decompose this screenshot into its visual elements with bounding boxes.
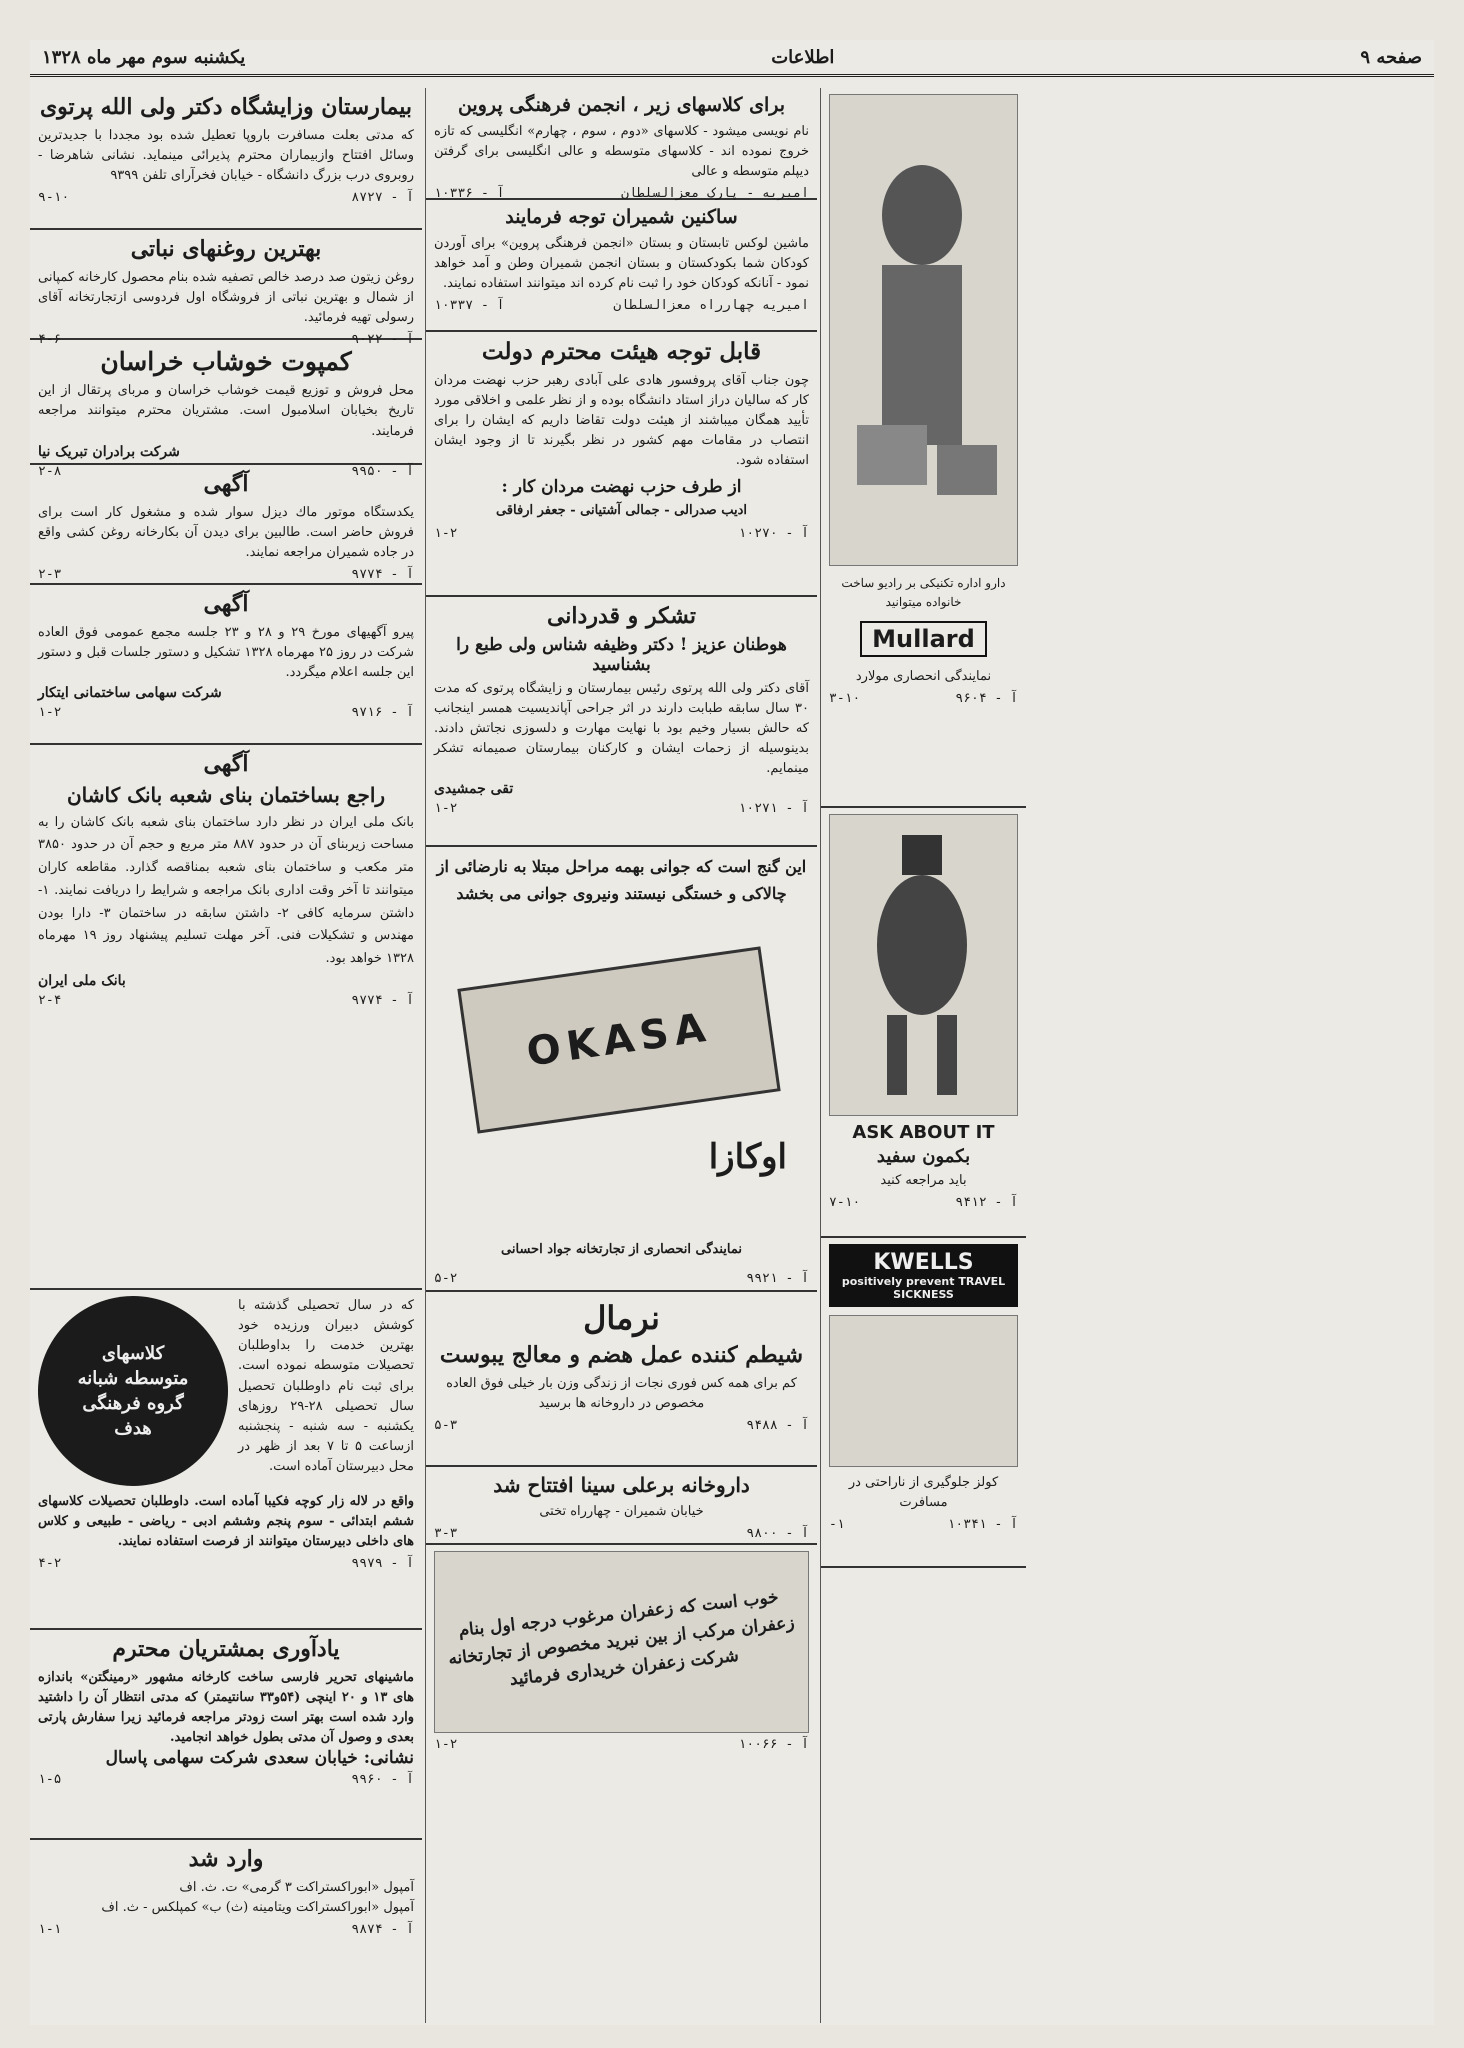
ad-run: ۱- [829,1517,845,1533]
arrived-ad [30,1840,422,1960]
ask-about-ad [821,808,1026,1238]
ad-body-tail: واقع در لاله زار کوچه فکیبا آماده است. داوطلبان تحصیلات کلاسهای ششم ابتدائی - سوم پنجم وششم ادبی - ریاضی - طبیعی و کلاس های داخلی دبیرستان میتوانند از فرصت استفاده نمایند. [38,1494,414,1550]
ad-code: آ - ۹۷۷۴ [351,566,414,582]
ad-run: ۲-۳ [38,566,62,582]
ad-code: آ - ۱۰۳۴۱ [947,1517,1018,1533]
ad-run: ۳-۳ [434,1526,458,1542]
ad-body: یکدستگاه موتور ماك دیزل سوار شده و مشغول کار است برای فروش حاضر است. طالبین برای دیدن آن بکارخانه روغن کشی واقع در جاده شمیران مراجعه نمایند. [38,504,414,560]
thanks-ad [426,597,817,847]
night-classes-ad [30,1290,422,1630]
circle-line: متوسطه شبانه [77,1367,189,1389]
newspaper-name: اطلاعات [771,46,835,68]
ad-code: آ - ۹۰۲۲ [351,331,414,347]
hospital-ad [30,88,422,230]
ad-title: بیمارستان وزایشگاه دکتر ولی الله پرتوی [39,94,413,120]
pharmacy-ad [426,1467,817,1545]
kashan-bank-ad [30,745,422,1290]
ad-title: تشکر و قدردانی [546,603,697,629]
ad-signature: شرکت برادران تبریک نیا [38,443,180,460]
ad-code: آ - ۹۸۰۰ [746,1526,809,1542]
ad-title: کمپوت خوشاب خراسان [100,347,352,376]
ad-title: بهترین روغنهای نباتی [130,236,322,262]
ad-run: ۲-۴ [38,992,62,1008]
saffron-ad [426,1545,817,1775]
left-column [30,88,422,2023]
ad-body: ماشینهای تحریر فارسی ساخت کارخانه مشهور «رمینگتن» باندازه های ۱۳ و ۲۰ اینچی (۵۴و۳۳ سانتیمتر) که مدتی انتظار آن را داشتید وارد شده است بهتر است زودتر مراجعه فرمائید زیرا سفارش پارتی بعدی و وصول آن مدتی بطول خواهد انجامید. [38,1669,414,1745]
ad-body: بانک ملی ایران در نظر دارد ساختمان بنای شعبه بانک کاشان را به مساحت زیربنای آن در حدود ۸۸۷ متر مربع و حجم آن در حدود ۳۸۵۰ متر مکعب و ساختمان بنای شعبه بمناقصه گذارد. مقاطعه کاران میتوانند تا آخر وقت اداری بانک مراجعه و شرایط را دریافت نمایند. ۱- داشتن سرمایه کافی ۲- داشتن سابقه در ساختمان ۳- دارا بودن مهندس و تشکیلات فنی. آخر مهلت تسلیم پیشنهاد روز ۱۹ مهرماه ۱۳۲۸ خواهد بود. [38,814,414,966]
ad-code: آ - ۹۶۰۴ [955,691,1018,707]
ask-about-slogan: ASK ABOUT IT [852,1122,995,1143]
okasa-ad [426,847,817,1292]
image-ads-column [820,88,1026,2023]
okasa-box [457,946,780,1133]
ad-title: یادآوری بمشتریان محترم [112,1636,340,1662]
ad-line: آمپول «ابوراکستراکت ویتامینه (ث) ب» کمپلکس - ث. اف [101,1899,414,1915]
ad-body: ماشین لوکس تابستان و بستان «انجمن فرهنگی پروین» برای آوردن کودکان شما بکودکستان و بستان انجمن شمیران وطن و آمد خواهد نمود - آنانکه کودکان خود را ثبت نام کرده اند میتوانند استفاده نمایند. [434,235,809,292]
mullard-text: دارو اداره تکنیکی بر رادیو ساخت خانواده میتوانید [841,576,1006,609]
shemiran-ad [426,200,817,332]
ad-signature: تقی جمشیدی [434,781,514,798]
ad-from: از طرف حزب نهضت مردان کار : [501,477,742,498]
ad-body: محل فروش و توزیع قیمت خوشاب خراسان و مربای پرتقال از این تاریخ بخیابان اسلامبول است. مشتریان محترم میتوانند مراجعه فرمایند. [38,383,414,439]
ad-body: که در سال تحصیلی گذشته با کوشش دبیران ورزیده خود بهترین خدمت را بداوطلبان تحصیلات متوسطه نموده است. برای ثبت نام داوطلبان تحصیل سال تحصیلی ۲۸-۲۹ روزهای یکشنبه - سه شنبه - پنجشنبه ازساعت ۵ تا ۷ بعد از ظهر در محل دبیرستان آماده است. [238,1298,415,1475]
kwells-text: کولز جلوگیری از ناراحتی در مسافرت [848,1475,999,1511]
ad-code: آ - ۱۰۳۳۷ [434,298,505,314]
mullard-agent: نمایندگی انحصاری مولارد [855,669,992,685]
ad-run: ۱-۱ [38,1921,62,1937]
okasa-brand: OKASA [523,1004,715,1076]
ad-title: وارد شد [188,1846,264,1872]
ad-title: آگهی [203,591,249,617]
kwells-tagline: positively prevent TRAVEL SICKNESS [841,1275,1006,1301]
circle-line: گروه فرهنگی [82,1393,184,1414]
ad-body: نام نویسی میشود - کلاسهای «دوم ، سوم ، چهارم» انگلیسی که تازه خروج نموده اند - کلاسهای متوسطه و عالی انگلیسی برای گرفتن دیپلم متوسطه و عالی [434,123,809,180]
page-number: صفحه ۹ [1360,46,1422,68]
ad-code: آ - ۹۴۸۸ [746,1417,809,1433]
ad-address: نشانی: خیابان سعدی شرکت سهامی پاسال [105,1748,414,1769]
travellers-illustration [829,94,1018,566]
government-notice-ad [426,332,817,597]
ad-title: ساکنین شمیران توجه فرمایند [505,206,738,228]
ad-code: آ - ۱۰۲۷۰ [738,525,809,541]
ad-run: ۱-۲ [38,704,62,720]
vegetable-oil-ad [30,230,422,347]
ad-title: نرمال [583,1299,660,1337]
ad-subtitle: هوطنان عزیز ! دکتر وظیفه شناس ولی طبع را بشناسید [456,634,787,675]
normal-ad [426,1292,817,1467]
ad-title: داروخانه برعلی سینا افتتاح شد [493,1473,750,1497]
ad-signature: بانک ملی ایران [38,972,126,989]
issue-date: یکشنبه سوم مهر ماه ۱۳۲۸ [42,46,246,68]
ad-code: آ - ۸۷۲۷ [351,189,414,205]
engine-notice-ad [30,465,422,585]
kwells-logo [829,1244,1018,1307]
ad-signature: شرکت سهامی ساختمانی ایتکار [38,684,222,701]
ad-run: ۵-۲ [434,1271,458,1286]
ad-run: ۹-۱۰ [38,189,70,205]
ad-code: آ - ۹۴۱۲ [955,1195,1018,1211]
ad-run: ۳-۱۰ [829,691,861,707]
ad-body: پیرو آگهیهای مورخ ۲۹ و ۲۸ و ۲۳ جلسه مجمع عمومی فوق العاده شرکت در روز ۲۵ مهرماه ۱۳۲۸ تشکیل و دستور جلسات قبل و دستور این جلسه اعلام میگردد. [38,624,415,680]
ad-code: آ - ۱۰۳۳۶ [434,186,505,202]
ad-code: آ - ۹۸۷۴ [351,1921,414,1937]
ad-run: ۲-۸ [38,463,62,479]
ad-run: ۱-۲ [434,525,458,541]
ad-code: آ - ۹۷۷۴ [351,992,414,1008]
ad-title: آگهی [203,471,249,497]
mullard-logo: Mullard [860,621,987,657]
ad-code: آ - ۹۹۶۰ [351,1772,414,1788]
ad-run: ۱-۲ [434,801,458,817]
okasa-agent: نمایندگی انحصاری از تجارتخانه جواد احسانی [501,1241,742,1257]
saffron-banner [434,1551,809,1733]
cartoon-illustration [829,814,1018,1116]
ad-heading: راجع بساختمان بنای شعبه بانک کاشان [66,782,386,807]
kwells-box-illustration [829,1315,1018,1467]
ad-code: آ - ۹۷۱۶ [351,704,414,720]
okasa-headline: این گنج است که جوانی بهمه مراحل مبتلا به نارضائی از چالاکی و خستگی نیستند ونیروی جوانی می بخشد [436,857,807,904]
ask-about-sub: باید مراجعه کنید [880,1172,967,1188]
ad-address: امیریه - پارک معزالسلطان [621,186,809,202]
ad-body: خیابان شمیران - چهارراه تختی [539,1504,704,1519]
ad-title: آگهی [203,751,249,777]
circle-line: هدف [114,1418,152,1440]
middle-column [425,88,817,2023]
okasa-persian-brand: اوکازا [708,1137,787,1177]
company-notice-ad [30,585,422,745]
masthead [30,40,1434,77]
circle-line: کلاسهای [101,1342,165,1364]
ad-body: روغن زیتون صد درصد خالص تصفیه شده بنام محصول کارخانه کمپانی از شمال و بهترین نباتی از فروشگاه اول فردوسی ازتجارتخانه آقای رسولی تهیه فرمائید. [38,269,414,325]
ad-code: آ - ۹۹۵۰ [351,463,414,479]
classes-circle-logo [38,1296,228,1486]
ad-line: آمپول «ابوراکستراکت ۳ گرمی» ت. ث. اف [179,1879,414,1895]
parvin-classes-ad [426,88,817,200]
typewriter-ad [30,1630,422,1840]
mullard-ad [821,88,1026,808]
ad-body: آقای دکتر ولی الله پرتوی رئیس بیمارستان و زایشگاه پرتوی که مدت ۳۰ سال سابقه طبابت دارند در اثر جراحی آپاندیسیت همسر اینجانب که حالش بسیار وخیم بود با نهایت مهارت و دلسوزی نجاتش دادند. بدینوسیله از زحمات ایشان و کارکنان بیمارستان صمیمانه تشکر مینمایم. [434,680,809,777]
ad-run: ۷-۱۰ [829,1195,861,1211]
ad-code: آ - ۱۰۲۷۱ [738,801,809,817]
ad-address: امیریه چهارراه معزالسلطان [613,298,809,314]
ad-run: ۴-۶ [38,331,62,347]
ad-title: قابل توجه هیئت محترم دولت [481,338,762,365]
ad-code: آ - ۹۹۲۱ [746,1271,809,1286]
ad-run: ۱-۵ [38,1772,62,1788]
ad-body: کم برای همه کس فوری نجات از زندگی وزن بار خیلی فوق العاده مخصوص در داروخانه ها برسید [446,1375,797,1411]
ad-run: ۴-۲ [38,1556,62,1572]
compote-ad [30,340,422,479]
ask-about-brand: بکمون سفید [876,1146,971,1167]
ad-body: چون جناب آقای پروفسور هادی علی آبادی رهبر حزب نهضت مردان کار که سالیان دراز استاد دانشگاه بوده و از نظر علمی و اخلاقی مورد تأیید همگان میباشند از هیئت دولت تقاضا داریم که ایشان را برای انتصاب در مقامات مهم کشور در نظر بگیرند تا از وجود ایشان استفاده شود. [434,372,809,469]
newspaper-page [30,40,1434,2025]
ad-run: ۵-۳ [434,1417,458,1433]
ad-title: برای کلاسهای زیر ، انجمن فرهنگی پروین [457,94,786,116]
ad-code: آ - ۹۹۷۹ [351,1556,414,1572]
saffron-text: خوب است که زعفران مرغوب درجه اول بنام زعفران مرکب از بین نبرید مخصوص از تجارتخانه شرکت زعفران خریداری فرمائید [447,1587,796,1691]
ad-body: که مدتی بعلت مسافرت باروپا تعطیل شده بود مجددا با جدیدترین وسائل افتتاح وازبیماران محترم پذیرائی مینماید. نشانی شاهرضا - روبروی درب بزرگ دانشگاه - خیابان فخرآرای تلفن ۹۳۹۹ [38,127,414,183]
ad-signatories: ادیب صدرالی - جمالی آشتیانی - جعفر ارفاقی [495,503,748,519]
kwells-brand: KWELLS [873,1250,974,1275]
ad-code: آ - ۱۰۰۶۶ [738,1737,809,1752]
ad-run: ۱-۲ [434,1737,458,1752]
ad-subtitle: شیطم کننده عمل هضم و معالج یبوست [439,1342,804,1368]
kwells-ad [821,1238,1026,1568]
